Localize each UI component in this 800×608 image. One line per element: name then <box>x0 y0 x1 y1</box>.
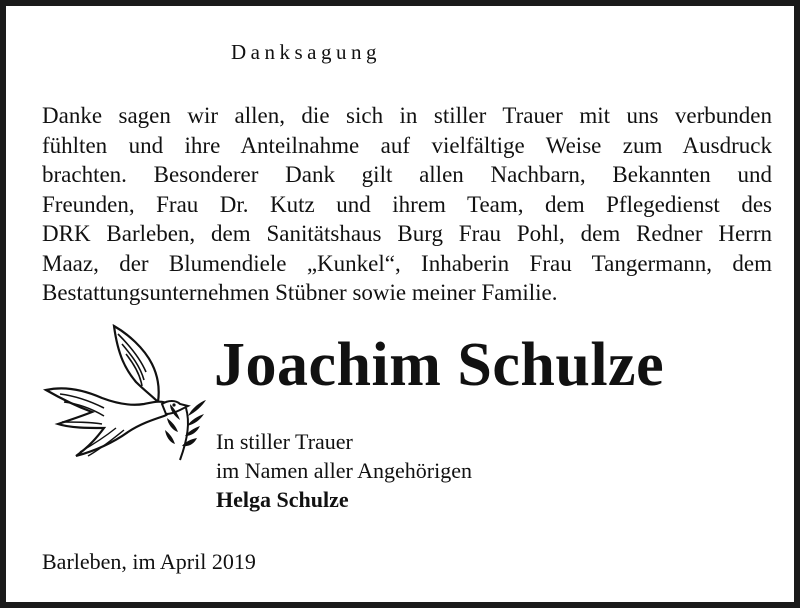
mourning-line: In stiller Trauer <box>216 429 353 454</box>
thank-you-line: Maaz, der Blumendiele „Kunkel“, Inhaberin Frau Tangermann, dem <box>42 250 772 276</box>
signer-name: Helga Schulze <box>216 487 349 512</box>
thank-you-line: Bestattungsunternehmen Stübner sowie meiner Familie. <box>42 280 558 305</box>
thank-you-line: Danke sagen wir allen, die sich in stiller Trauer mit uns verbunden <box>42 103 772 128</box>
deceased-name: Joachim Schulze <box>214 331 665 399</box>
mourning-line: im Namen aller Angehörigen <box>216 458 472 483</box>
thank-you-line: brachten. Besonderer Dank gilt allen Nachbarn, Bekannten und <box>42 162 772 187</box>
thank-you-line: DRK Barleben, dem Sanitätshaus Burg Frau Pohl, dem Redner Herrn <box>42 221 772 246</box>
mourning-block <box>216 427 472 514</box>
dove-with-olive-branch-icon <box>40 324 210 468</box>
thank-you-line: Freunden, Frau Dr. Kutz und ihrem Team, dem Pflegedienst des <box>42 191 772 217</box>
thank-you-text <box>42 101 772 308</box>
thank-you-line: fühlten und ihre Anteilnahme auf vielfältige Weise zum Ausdruck <box>42 132 772 158</box>
place-date: Barleben, im April 2019 <box>42 549 256 574</box>
notice-heading: Danksagung <box>231 40 381 64</box>
